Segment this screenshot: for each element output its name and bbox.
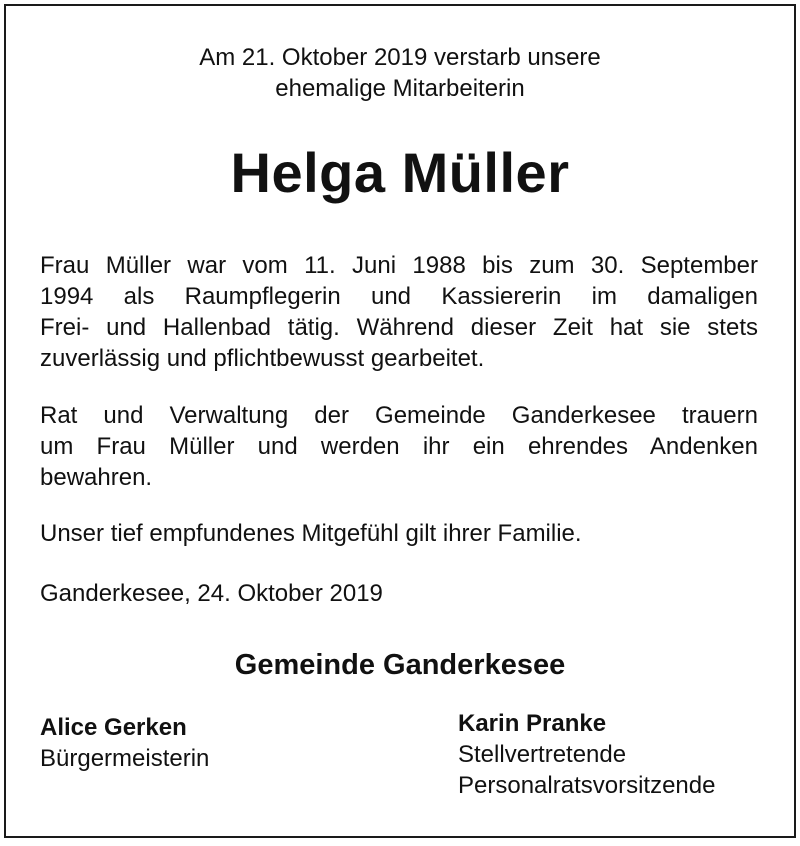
paragraph-line: Frei- und Hallenbad tätig. Während dieser Zeit hat sie stets	[40, 314, 758, 341]
intro-line-2: ehemalige Mitarbeiterin	[275, 75, 525, 102]
place-date-text: Ganderkesee, 24. Oktober 2019	[40, 580, 383, 607]
paragraph-line: Unser tief empfundenes Mitgefühl gilt ihrer Familie.	[40, 520, 582, 547]
mourning-paragraph	[40, 400, 758, 493]
intro-text	[0, 42, 800, 104]
paragraph-line: um Frau Müller und werden ihr ein ehrendes Andenken	[40, 433, 758, 460]
employment-paragraph	[40, 250, 758, 374]
paragraph-line: zuverlässig und pflichtbewusst gearbeitet.	[40, 345, 485, 372]
signatory-role: Bürgermeisterin	[40, 745, 210, 772]
signatory-role: Stellvertretende	[458, 741, 627, 768]
organization-name: Gemeinde Ganderkesee	[234, 649, 566, 681]
paragraph-line: bewahren.	[40, 464, 153, 491]
signatory-left	[40, 712, 209, 774]
signatory-role: Personalratsvorsitzende	[458, 772, 716, 799]
condolence-paragraph	[40, 518, 758, 549]
paragraph-line: 1994 als Raumpflegerin und Kassiererin im damaligen	[40, 283, 758, 310]
deceased-name: Helga Müller	[230, 141, 570, 204]
signatory-name: Karin Pranke	[458, 710, 607, 737]
paragraph-line: Frau Müller war vom 11. Juni 1988 bis zum 30. September	[40, 252, 758, 279]
place-date	[40, 578, 758, 609]
signatory-name: Alice Gerken	[40, 714, 187, 741]
intro-line-1: Am 21. Oktober 2019 verstarb unsere	[199, 44, 601, 71]
signatory-right	[458, 708, 715, 801]
paragraph-line: Rat und Verwaltung der Gemeinde Ganderkesee trauern	[40, 402, 758, 429]
